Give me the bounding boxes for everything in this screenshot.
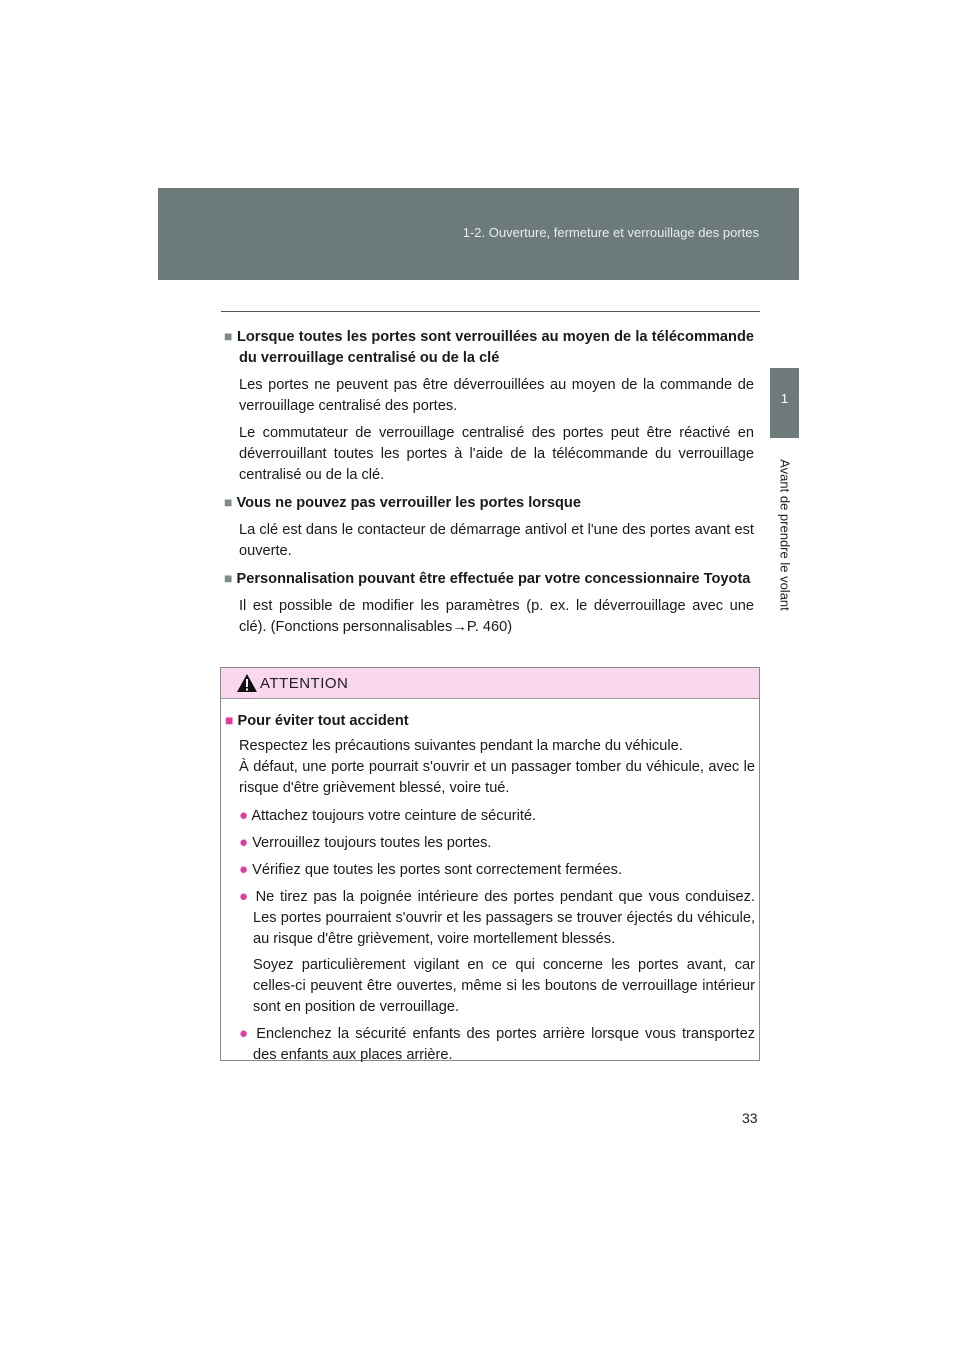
attention-intro: Respectez les précautions suivantes pendant la marche du véhicule. — [239, 738, 683, 754]
bullet-dot-icon: ● — [239, 834, 249, 851]
chapter-title: 1-2. Ouverture, fermeture et verrouillage des portes — [462, 225, 759, 240]
attention-title: ATTENTION — [260, 675, 349, 692]
square-icon: ■ — [224, 494, 233, 510]
section-central-locking — [224, 326, 754, 486]
attention-box — [220, 667, 760, 1061]
side-tab-label: Avant de prendre le volant — [777, 459, 793, 611]
section-paragraph: La clé est dans le contacteur de démarrage antivol et l'une des portes avant est ouverte. — [239, 522, 754, 559]
list-item: ● Enclenchez la sécurité enfants des portes arrière lorsque vous transportez des enfants aux places arrière. — [239, 1025, 755, 1063]
square-icon: ■ — [225, 712, 234, 728]
square-icon: ■ — [224, 570, 233, 586]
bullet-dot-icon: ● — [239, 807, 249, 824]
section-paragraph: Le commutateur de verrouillage centralisé des portes peut être réactivé en déverrouillant toutes les portes à l'aide de la télécommande du verrouillage centralisé ou de la clé. — [239, 425, 754, 483]
section-cannot-lock — [224, 492, 754, 562]
section-heading: Personnalisation pouvant être effectuée par votre concessionnaire Toyota — [236, 571, 751, 587]
attention-body — [225, 710, 755, 1071]
section-heading: Lorsque toutes les portes sont verrouillées au moyen de la télécommande du verrouillage centralisé ou de la clé — [236, 329, 754, 366]
attention-intro: À défaut, une porte pourrait s'ouvrir et un passager tomber du véhicule, avec le risque d'être grièvement blessé, voire tué. — [239, 759, 755, 796]
bullet-dot-icon: ● — [239, 888, 250, 905]
section-divider — [221, 311, 760, 312]
list-item: ● Attachez toujours votre ceinture de sécurité. — [239, 807, 537, 824]
header-band — [158, 188, 799, 280]
list-item: ● Ne tirez pas la poignée intérieure des portes pendant que vous conduisez. Les portes pourraient s'ouvrir et les passagers se trouver éjectés du véhicule, au risque d'être grièvement, voire mortellement blessés. — [239, 888, 755, 947]
square-icon: ■ — [224, 328, 233, 344]
side-tab — [770, 368, 799, 438]
warning-triangle-icon — [236, 673, 258, 693]
list-item: ● Verrouillez toujours toutes les portes. — [239, 834, 492, 851]
attention-header — [221, 668, 759, 699]
page-number: 33 — [742, 1110, 758, 1126]
section-paragraph: Il est possible de modifier les paramètres (p. ex. le déverrouillage avec une clé). (Fonctions personnalisables→P. 460) — [239, 598, 754, 635]
main-content — [224, 326, 754, 644]
bullet-dot-icon: ● — [239, 861, 249, 878]
side-tab-number: 1 — [780, 391, 789, 406]
section-paragraph: Les portes ne peuvent pas être déverrouillées au moyen de la commande de verrouillage centralisé des portes. — [239, 377, 754, 414]
list-item-note: Soyez particulièrement vigilant en ce qui concerne les portes avant, car celles-ci peuvent être ouvertes, même si les boutons de verrouillage intérieur sont en position de verrouillage. — [253, 957, 755, 1015]
attention-heading: Pour éviter tout accident — [237, 713, 409, 729]
bullet-dot-icon: ● — [239, 1025, 251, 1042]
section-heading: Vous ne pouvez pas verrouiller les portes lorsque — [236, 495, 581, 511]
section-customization — [224, 568, 754, 638]
list-item: ● Vérifiez que toutes les portes sont correctement fermées. — [239, 861, 623, 878]
